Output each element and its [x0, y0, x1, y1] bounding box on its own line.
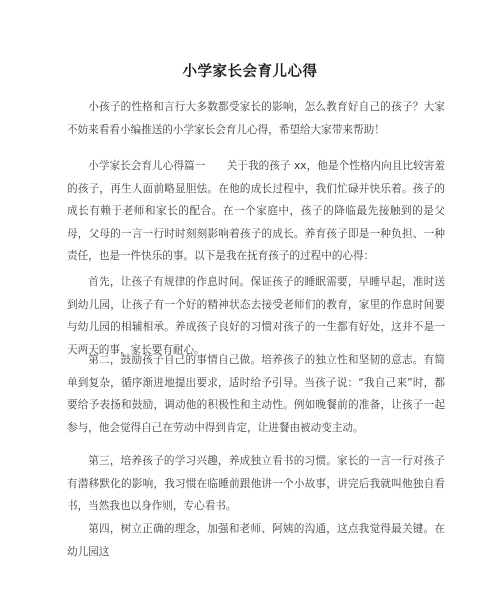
body-paragraph-1: 小学家长会育儿心得篇一 关于我的孩子 xx，他是个性格内向且比较害羞的孩子，再生人面前略显胆怯。在他的成长过程中，我们忙碌并快乐着。孩子的成长有赖于老师和家长的配合。在一个家庭中，孩子的降临最先接触到的是父母，父母的一言一行时时刻刻影响着孩子的成长。养育孩子即是一种负担、一种责任，也是一件快乐的事。以下是我在抚育孩子的过程中的心得：	[67, 160, 445, 262]
intro-paragraph: 小孩子的性格和言行大多数都受家长的影响，怎么教育好自己的孩子？大家不妨来看看小编推送的小学家长会育儿心得，希望给大家带来帮助！	[67, 101, 445, 136]
body-paragraph-3: 第二，鼓励孩子自己的事情自己做。培养孩子的独立性和坚韧的意志。有简单到复杂，循序渐进地提出要求，适时给予引导。当孩子说：“我自己来”时，都要给予表扬和鼓励，调动他的积极性和主动性。例如晚餐前的准备，让孩子一起参与，他会觉得自己在劳动中得到肯定，让进餐由被动变主动。	[67, 354, 445, 434]
document-title: 小学家长会育儿心得	[182, 64, 318, 80]
body-paragraph-4: 第三，培养孩子的学习兴趣，养成独立看书的习惯。家长的一言一行对孩子有潜移默化的影响，我习惯在临睡前跟他讲一个小故事，讲完后我就叫他独自看书，当然我也以身作则，专心看书。	[67, 455, 445, 512]
body-paragraph-2: 首先，让孩子有规律的作息时间。保证孩子的睡眠需要，早睡早起，准时送到幼儿园，让孩子有一个好的精神状态去接受老师们的教育，家里的作息时间要与幼儿园的相辅相承。养成孩子良好的习惯对孩子的一生都有好处，这并不是一天两天的事，家长要有耐心。	[67, 276, 445, 356]
body-paragraph-5: 第四，树立正确的理念，加强和老师、阿姨的沟通，这点我觉得最关键。在幼儿园这	[67, 523, 445, 558]
